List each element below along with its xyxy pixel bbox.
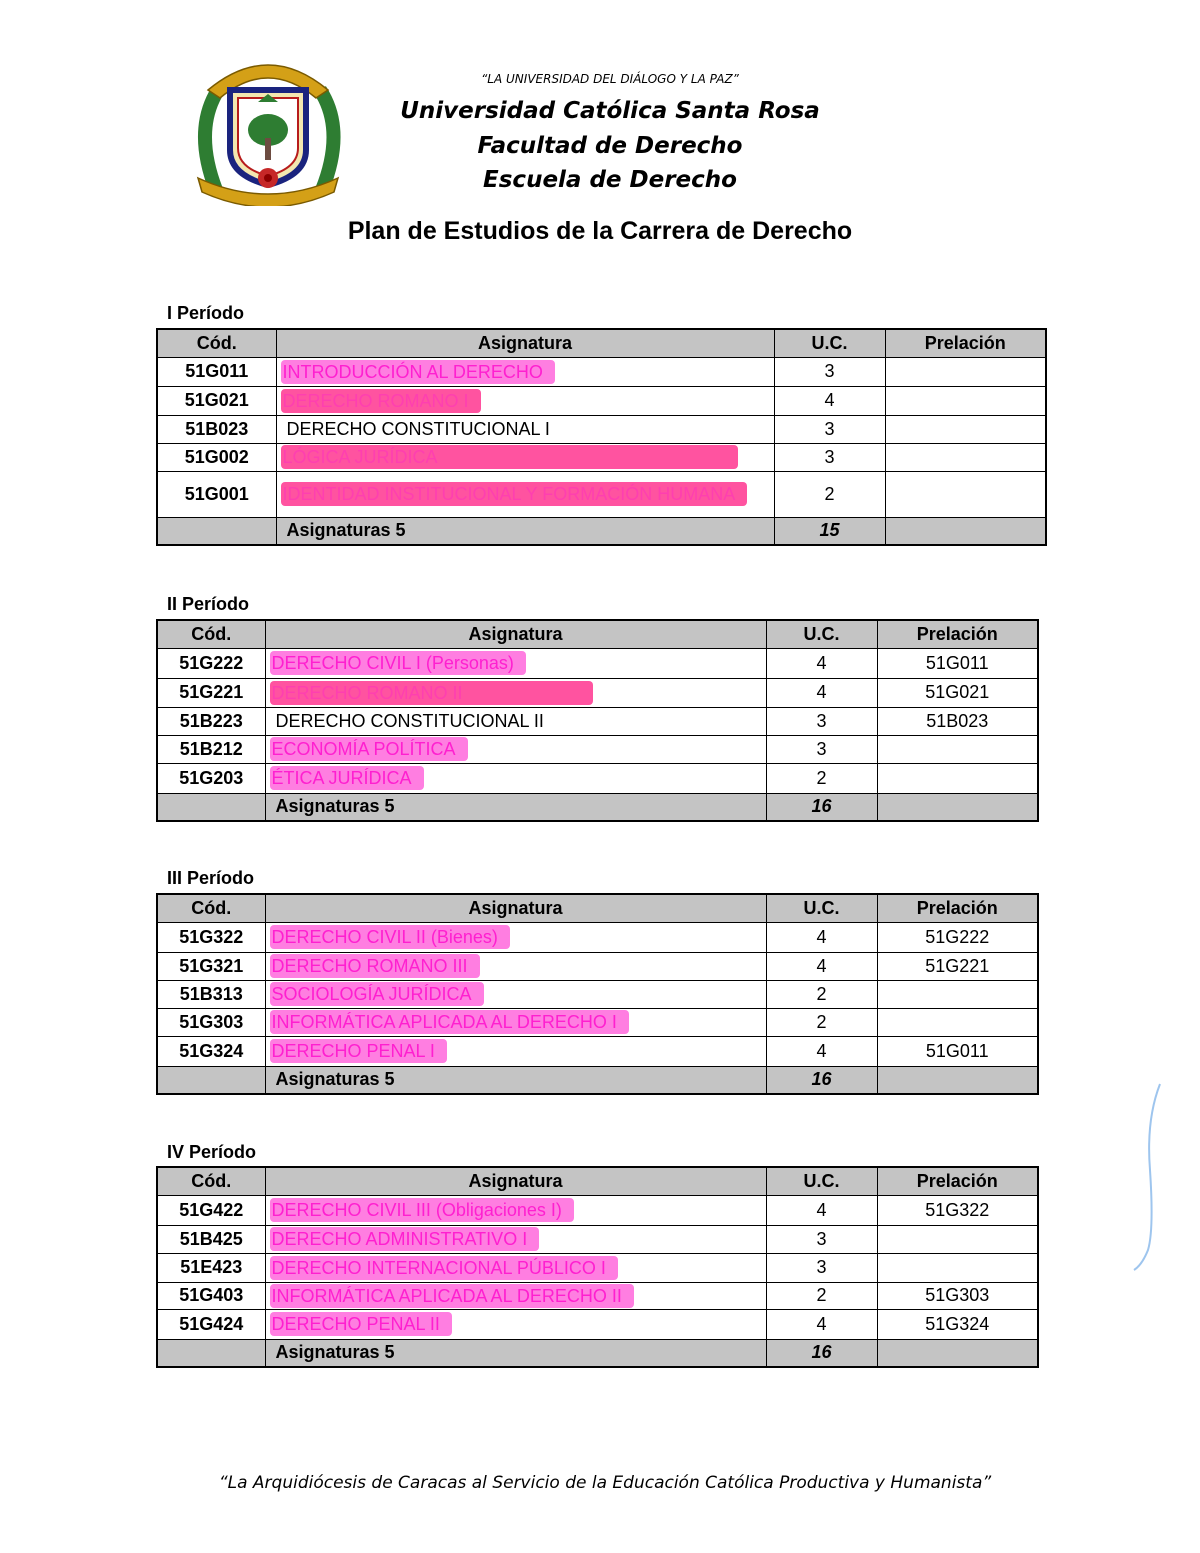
course-prereq [885, 357, 1046, 386]
table-header-row [157, 620, 1038, 648]
course-uc: 4 [766, 1309, 877, 1339]
course-prereq [877, 980, 1038, 1008]
course-uc: 4 [766, 1036, 877, 1066]
course-prereq: 51G021 [877, 678, 1038, 707]
course-uc: 4 [766, 922, 877, 952]
course-uc: 3 [774, 357, 885, 386]
subject-highlight: ÉTICA JURÍDICA [270, 766, 424, 790]
course-uc: 3 [766, 1253, 877, 1282]
table-row [157, 922, 1038, 952]
course-subject: DERECHO CONSTITUCIONAL I [276, 415, 774, 443]
total-subjects-label: Asignaturas 5 [276, 517, 774, 545]
course-subject [265, 763, 766, 793]
school-name: Escuela de Derecho [483, 167, 737, 193]
table-total-row [157, 517, 1046, 545]
course-code: 51G221 [157, 678, 265, 707]
course-code: 51E423 [157, 1253, 265, 1282]
course-uc: 2 [774, 471, 885, 517]
course-code: 51B023 [157, 415, 276, 443]
table-row [157, 415, 1046, 443]
column-header-subject: Asignatura [265, 894, 766, 922]
column-header-subject: Asignatura [265, 1167, 766, 1195]
table-total-row [157, 1066, 1038, 1094]
course-uc: 4 [766, 678, 877, 707]
course-code: 51G002 [157, 443, 276, 471]
total-blank-cell [157, 517, 276, 545]
course-code: 51G303 [157, 1008, 265, 1036]
table-row [157, 1195, 1038, 1225]
table-header-row [157, 894, 1038, 922]
subject-highlight: INFORMÁTICA APLICADA AL DERECHO I [270, 1010, 629, 1034]
column-header-prereq: Prelación [877, 620, 1038, 648]
course-prereq: 51G011 [877, 648, 1038, 678]
course-subject [265, 922, 766, 952]
total-uc: 16 [766, 793, 877, 821]
course-prereq: 51G324 [877, 1309, 1038, 1339]
total-blank-cell [885, 517, 1046, 545]
course-subject [265, 1253, 766, 1282]
subject-highlight: DERECHO PENAL I [270, 1039, 447, 1063]
period-2-table [156, 619, 1039, 822]
period-1-table [156, 328, 1047, 546]
table-row [157, 443, 1046, 471]
course-uc: 2 [766, 1282, 877, 1309]
course-prereq [885, 415, 1046, 443]
course-subject [265, 1282, 766, 1309]
table-row [157, 1008, 1038, 1036]
course-code: 51G324 [157, 1036, 265, 1066]
column-header-uc: U.C. [766, 620, 877, 648]
course-subject [276, 443, 774, 471]
column-header-uc: U.C. [766, 1167, 877, 1195]
course-code: 51G422 [157, 1195, 265, 1225]
subject-highlight: DERECHO ROMANO III [270, 954, 480, 978]
total-uc: 16 [766, 1339, 877, 1367]
course-uc: 3 [766, 1225, 877, 1253]
table-total-row [157, 1339, 1038, 1367]
course-subject [265, 648, 766, 678]
course-code: 51G424 [157, 1309, 265, 1339]
course-prereq: 51G322 [877, 1195, 1038, 1225]
course-subject [265, 952, 766, 980]
course-uc: 2 [766, 763, 877, 793]
course-subject [265, 1225, 766, 1253]
table-row [157, 1309, 1038, 1339]
course-code: 51B313 [157, 980, 265, 1008]
course-subject [265, 678, 766, 707]
course-uc: 3 [774, 443, 885, 471]
column-header-prereq: Prelación [877, 894, 1038, 922]
course-code: 51G222 [157, 648, 265, 678]
total-blank-cell [877, 1066, 1038, 1094]
course-prereq: 51G011 [877, 1036, 1038, 1066]
table-row [157, 471, 1046, 517]
course-subject [276, 386, 774, 415]
total-blank-cell [877, 793, 1038, 821]
column-header-code: Cód. [157, 620, 265, 648]
course-uc: 4 [766, 952, 877, 980]
course-uc: 4 [766, 648, 877, 678]
faculty-name: Facultad de Derecho [477, 133, 743, 159]
column-header-code: Cód. [157, 329, 276, 357]
subject-highlight: DERECHO ADMINISTRATIVO I [270, 1227, 540, 1251]
total-uc: 16 [766, 1066, 877, 1094]
total-uc: 15 [774, 517, 885, 545]
table-row [157, 648, 1038, 678]
total-blank-cell [157, 793, 265, 821]
period-title: IV Período [167, 1142, 257, 1162]
period-title: I Período [167, 303, 245, 323]
table-row [157, 735, 1038, 763]
course-code: 51G001 [157, 471, 276, 517]
table-row [157, 357, 1046, 386]
table-row [157, 1253, 1038, 1282]
course-code: 51B212 [157, 735, 265, 763]
subject-highlight: DERECHO INTERNACIONAL PÚBLICO I [270, 1256, 618, 1280]
course-code: 51B425 [157, 1225, 265, 1253]
page-footer: “La Arquidiócesis de Caracas al Servicio de la Educación Católica Productiva y Humanista” [218, 1473, 992, 1493]
subject-highlight: DERECHO PENAL II [270, 1312, 452, 1336]
total-blank-cell [877, 1339, 1038, 1367]
subject-highlight: DERECHO CIVIL II (Bienes) [270, 925, 510, 949]
course-uc: 4 [766, 1195, 877, 1225]
subject-highlight: ECONOMÍA POLÍTICA [270, 737, 468, 761]
column-header-uc: U.C. [774, 329, 885, 357]
course-prereq [877, 735, 1038, 763]
table-row [157, 952, 1038, 980]
table-row [157, 678, 1038, 707]
course-code: 51G011 [157, 357, 276, 386]
table-header-row [157, 329, 1046, 357]
course-subject [265, 1309, 766, 1339]
course-prereq [885, 386, 1046, 415]
total-subjects-label: Asignaturas 5 [265, 1066, 766, 1094]
column-header-prereq: Prelación [877, 1167, 1038, 1195]
course-uc: 3 [766, 735, 877, 763]
subject-highlight: DERECHO ROMANO II [270, 681, 593, 705]
table-row [157, 1225, 1038, 1253]
subject-highlight: SOCIOLOGÍA JURÍDICA [270, 982, 484, 1006]
total-subjects-label: Asignaturas 5 [265, 1339, 766, 1367]
period-title: III Período [167, 868, 255, 888]
course-subject: DERECHO CONSTITUCIONAL II [265, 707, 766, 735]
total-subjects-label: Asignaturas 5 [265, 793, 766, 821]
course-uc: 3 [766, 707, 877, 735]
margin-pen-mark [1128, 1080, 1168, 1280]
subject-highlight: DERECHO CIVIL III (Obligaciones I) [270, 1198, 574, 1222]
university-name: Universidad Católica Santa Rosa [400, 98, 820, 124]
subject-highlight: IDENTIDAD INSTITUCIONAL Y FORMACIÓN HUMANA [281, 482, 748, 506]
course-prereq [885, 443, 1046, 471]
course-subject [265, 735, 766, 763]
page-title: Plan de Estudios de la Carrera de Derecho [347, 217, 853, 245]
total-blank-cell [157, 1339, 265, 1367]
course-code: 51B223 [157, 707, 265, 735]
table-row [157, 763, 1038, 793]
course-uc: 4 [774, 386, 885, 415]
column-header-code: Cód. [157, 1167, 265, 1195]
course-subject [265, 1195, 766, 1225]
course-prereq [885, 471, 1046, 517]
course-prereq: 51G221 [877, 952, 1038, 980]
column-header-code: Cód. [157, 894, 265, 922]
course-subject [276, 471, 774, 517]
column-header-subject: Asignatura [276, 329, 774, 357]
course-prereq: 51G303 [877, 1282, 1038, 1309]
column-header-subject: Asignatura [265, 620, 766, 648]
course-code: 51G203 [157, 763, 265, 793]
course-subject [265, 1008, 766, 1036]
course-subject [276, 357, 774, 386]
table-row [157, 1282, 1038, 1309]
course-prereq [877, 1225, 1038, 1253]
table-row [157, 980, 1038, 1008]
course-uc: 2 [766, 980, 877, 1008]
table-row [157, 386, 1046, 415]
subject-highlight: INFORMÁTICA APLICADA AL DERECHO II [270, 1284, 634, 1308]
course-code: 51G403 [157, 1282, 265, 1309]
course-prereq [877, 1253, 1038, 1282]
subject-highlight: DERECHO CIVIL I (Personas) [270, 651, 526, 675]
table-row [157, 707, 1038, 735]
course-code: 51G021 [157, 386, 276, 415]
period-4-table [156, 1166, 1039, 1368]
table-total-row [157, 793, 1038, 821]
column-header-prereq: Prelación [885, 329, 1046, 357]
course-prereq [877, 763, 1038, 793]
table-row [157, 1036, 1038, 1066]
course-prereq [877, 1008, 1038, 1036]
period-title: II Período [167, 594, 250, 614]
period-3-table [156, 893, 1039, 1095]
course-uc: 3 [774, 415, 885, 443]
course-prereq: 51B023 [877, 707, 1038, 735]
subject-highlight: DERECHO ROMANO I [281, 389, 481, 413]
course-uc: 2 [766, 1008, 877, 1036]
column-header-uc: U.C. [766, 894, 877, 922]
course-subject [265, 980, 766, 1008]
course-code: 51G321 [157, 952, 265, 980]
course-subject [265, 1036, 766, 1066]
course-code: 51G322 [157, 922, 265, 952]
university-motto: “LA UNIVERSIDAD DEL DIÁLOGO Y LA PAZ” [481, 72, 739, 86]
course-prereq: 51G222 [877, 922, 1038, 952]
subject-highlight: LÓGICA JURÍDICA [281, 445, 738, 469]
total-blank-cell [157, 1066, 265, 1094]
subject-highlight: INTRODUCCIÓN AL DERECHO [281, 360, 555, 384]
table-header-row [157, 1167, 1038, 1195]
